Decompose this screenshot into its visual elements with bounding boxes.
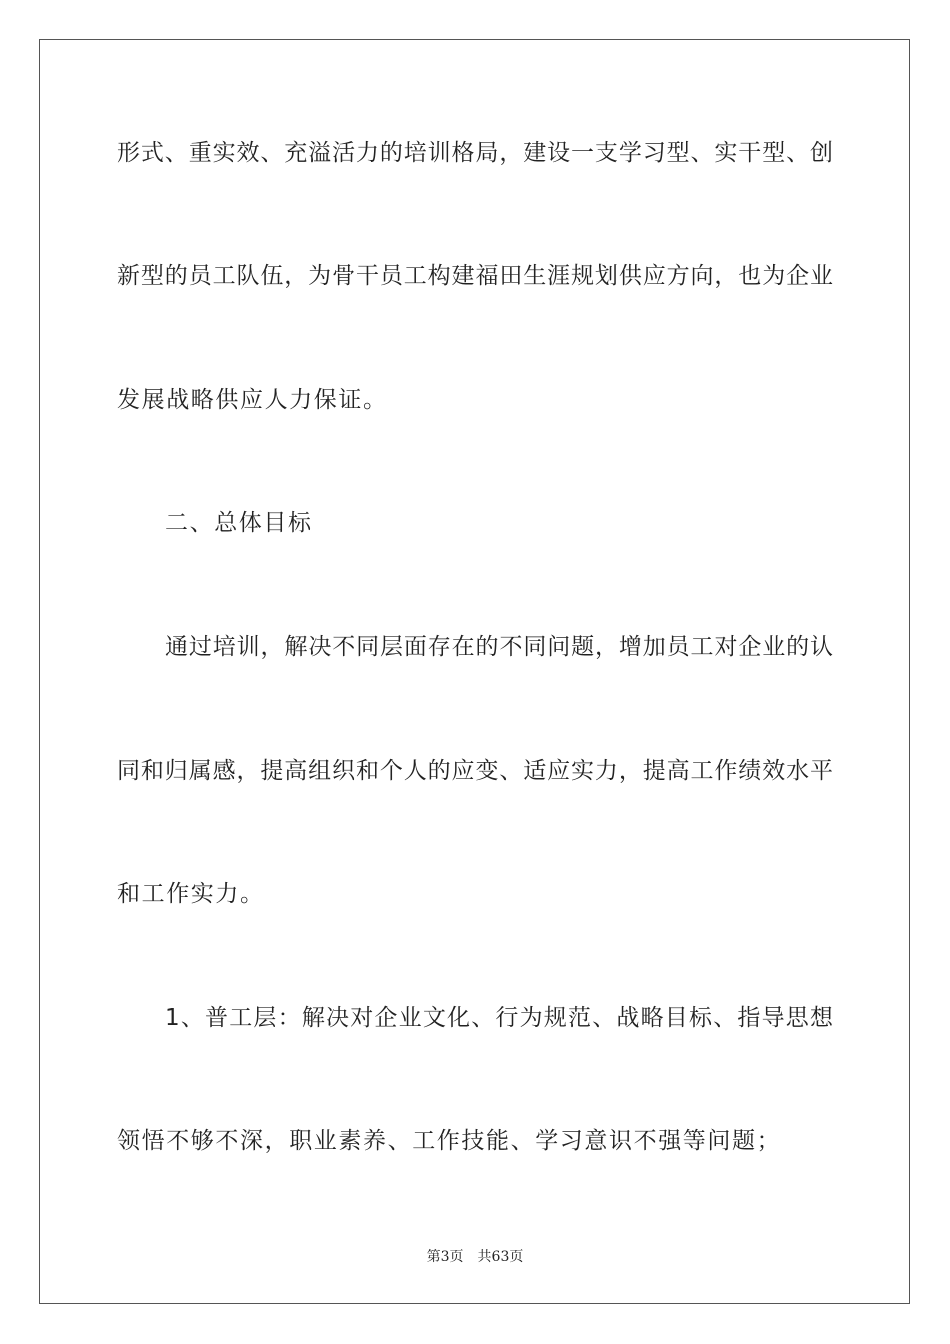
paragraph-line-3: 发展战略供应人力保证。 <box>117 387 388 413</box>
page-frame <box>39 39 910 1304</box>
page-footer <box>0 1248 950 1266</box>
paragraph-line-6: 同和归属感，提高组织和个人的应变、适应实力，提高工作绩效水平 <box>117 758 833 784</box>
paragraph-line-1: 形式、重实效、充溢活力的培训格局，建设一支学习型、实干型、创 <box>117 140 833 166</box>
paragraph-line-5: 通过培训，解决不同层面存在的不同问题，增加员工对企业的认 <box>165 634 833 660</box>
paragraph-line-2: 新型的员工队伍，为骨干员工构建福田生涯规划供应方向，也为企业 <box>117 263 833 289</box>
page-number: 第3页 <box>426 1249 464 1265</box>
paragraph-line-9: 领悟不够不深，职业素养、工作技能、学习意识不强等问题； <box>117 1128 782 1154</box>
paragraph-line-8: 1、普工层：解决对企业文化、行为规范、战略目标、指导思想 <box>165 1005 833 1031</box>
page-total: 共63页 <box>477 1249 524 1265</box>
paragraph-line-7: 和工作实力。 <box>117 881 265 907</box>
section-heading: 二、总体目标 <box>165 510 313 536</box>
